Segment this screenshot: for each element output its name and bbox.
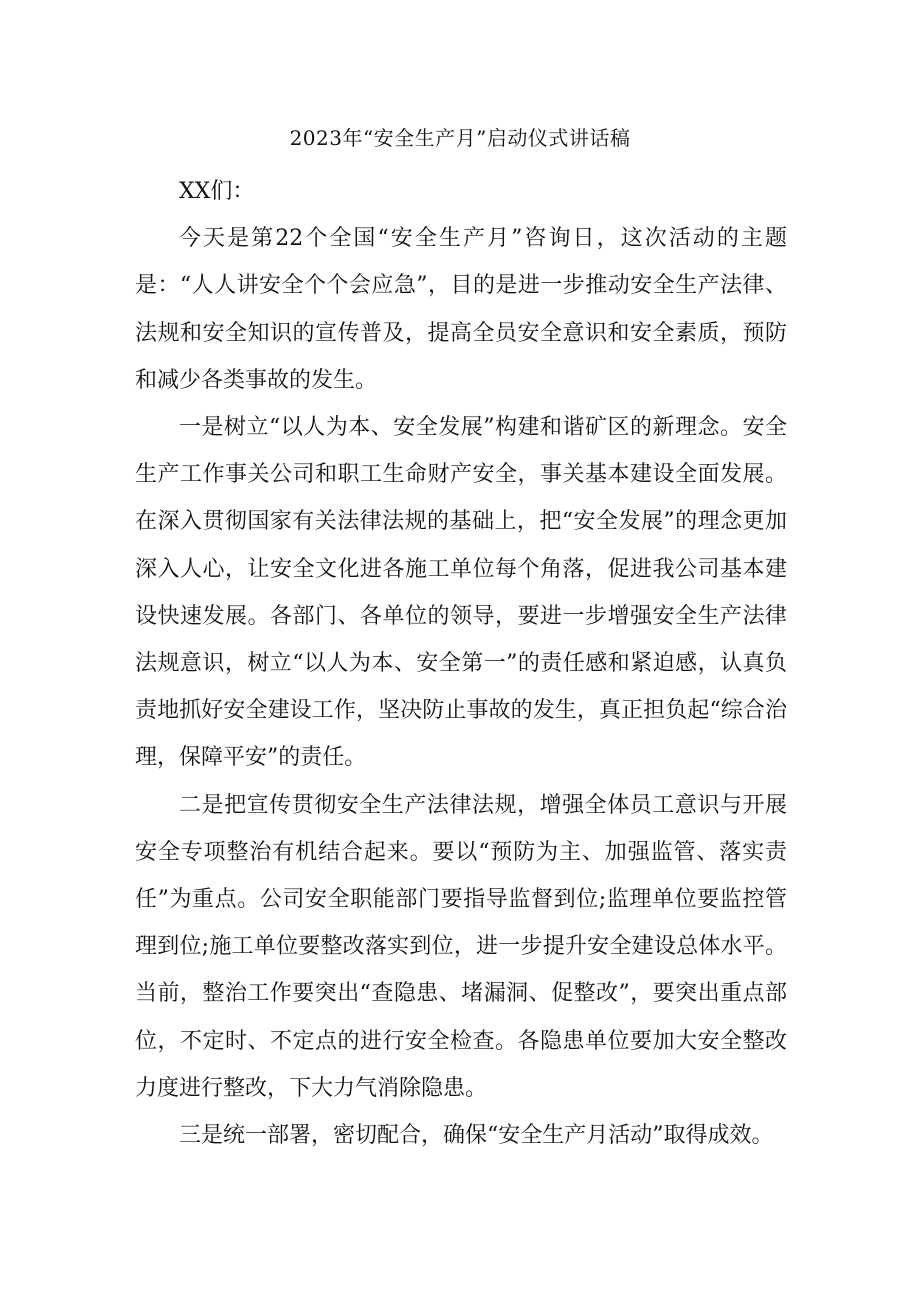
salutation: XX们：: [179, 179, 255, 204]
paragraph-point-one: 一是树立“以人为本、安全发展”构建和谐矿区的新理念。安全生产工作事关公司和职工生命财产安全，事关基本建设全面发展。在深入贯彻国家有关法律法规的基础上，把“安全发展”的理念更加深入人心，让安全文化进各施工单位每个角落，促进我公司基本建设快速发展。各部门、各单位的领导，要进一步增强安全生产法律法规意识，树立“以人为本、安全第一”的责任感和紧迫感，认真负责地抓好安全建设工作，坚决防止事故的发生，真正担负起“综合治理，保障平安”的责任。: [135, 415, 787, 771]
document-body: [135, 168, 787, 1159]
paragraph-point-two: 二是把宣传贯彻安全生产法律法规，增强全体员工意识与开展安全专项整治有机结合起来。要以“预防为主、加强监管、落实责任”为重点。公司安全职能部门要指导监督到位;监理单位要监控管理到位;施工单位要整改落实到位，进一步提升安全建设总体水平。当前，整治工作要突出“查隐患、堵漏洞、促整改”，要突出重点部位，不定时、不定点的进行安全检查。各隐患单位要加大安全整改力度进行整改，下大力气消除隐患。: [135, 792, 787, 1101]
paragraph-point-three: 三是统一部署，密切配合，确保“安全生产月活动”取得成效。: [179, 1123, 774, 1149]
paragraph-intro: 今天是第22个全国“安全生产月”咨询日，这次活动的主题是：“人人讲安全个个会应急”，目的是进一步推动安全生产法律、法规和安全知识的宣传普及，提高全员安全意识和安全素质，预防和减少各类事故的发生。: [135, 226, 787, 393]
document-title: 2023年“安全生产月”启动仪式讲话稿: [289, 126, 631, 150]
